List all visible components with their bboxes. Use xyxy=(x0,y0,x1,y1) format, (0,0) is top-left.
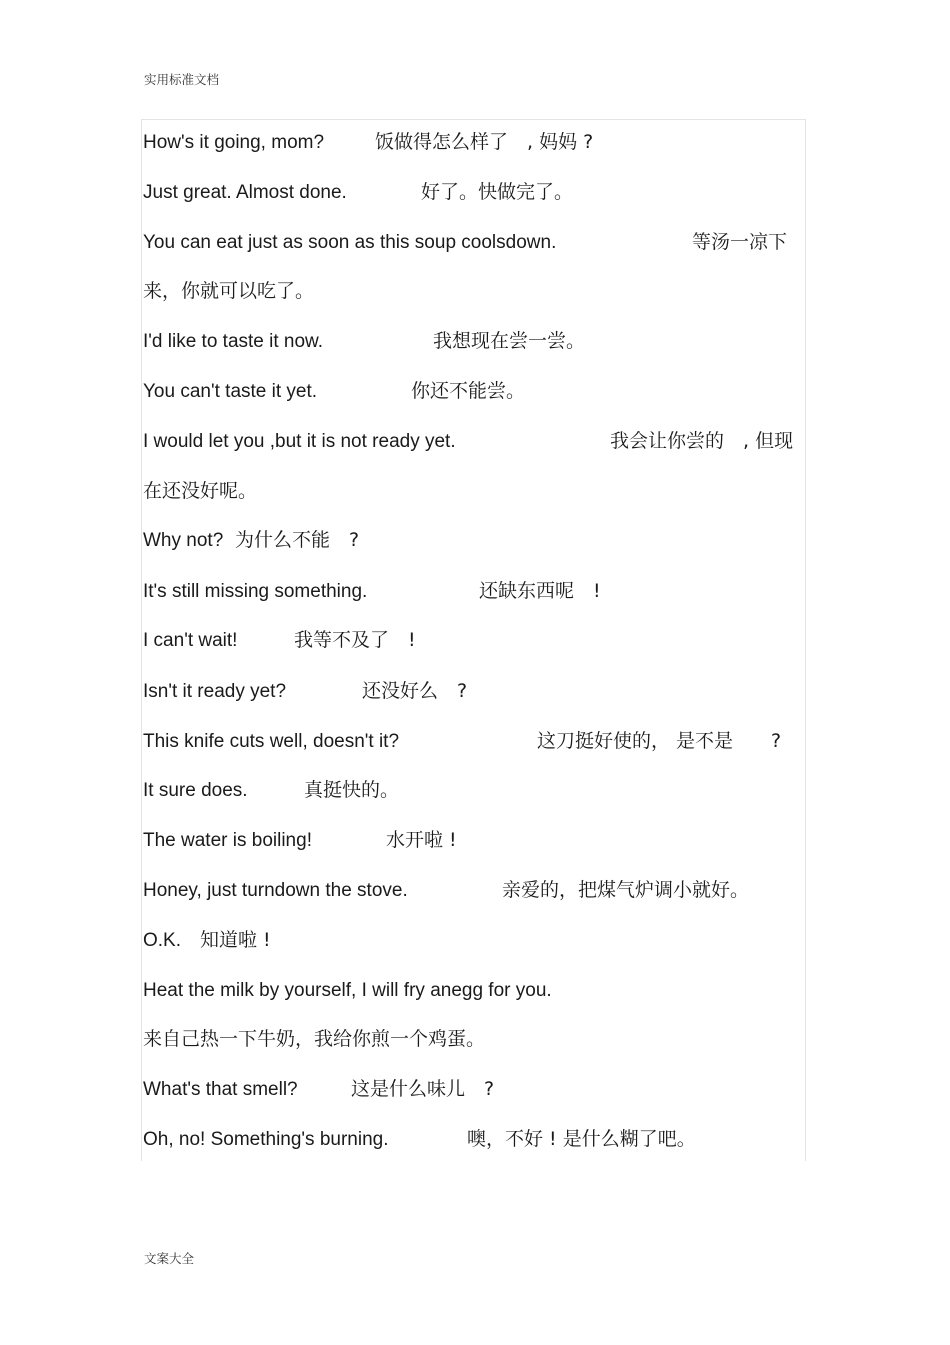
chinese-text: 还没好么 ? xyxy=(362,680,468,702)
chinese-text: 真挺快的。 xyxy=(304,779,400,801)
chinese-text: 我想现在尝一尝。 xyxy=(433,330,586,352)
page-footer-label: 文案大全 xyxy=(144,1251,195,1266)
dialogue-line xyxy=(143,528,360,553)
chinese-text: 我等不及了 ! xyxy=(294,629,416,651)
chinese-text: 知道啦 ! xyxy=(200,929,271,951)
dialogue-line xyxy=(143,878,750,903)
dialogue-line xyxy=(143,978,552,1003)
chinese-text: 这刀挺好使的， 是不是 ? xyxy=(537,730,782,752)
chinese-text: 来，你就可以吃了。 xyxy=(143,280,315,302)
chinese-text: 水开啦 ! xyxy=(386,829,457,851)
chinese-text: 为什么不能 ? xyxy=(235,529,360,551)
dialogue-line xyxy=(143,928,271,953)
english-text: I can't wait! xyxy=(143,630,238,651)
dialogue-line xyxy=(143,429,794,454)
chinese-text: 在还没好呢。 xyxy=(143,480,258,502)
english-text: O.K. xyxy=(143,930,182,951)
content-frame xyxy=(141,119,806,1161)
english-text: I'd like to taste it now. xyxy=(143,331,323,352)
english-text: I would let you ,but it is not ready yet. xyxy=(143,431,456,452)
dialogue-line xyxy=(143,579,601,604)
dialogue-line xyxy=(143,828,457,853)
dialogue-line xyxy=(143,729,782,754)
dialogue-line xyxy=(143,778,400,803)
english-text: Honey, just turndown the stove. xyxy=(143,880,408,901)
dialogue-line xyxy=(143,180,574,205)
chinese-text: 好了。快做完了。 xyxy=(421,181,574,203)
dialogue-line xyxy=(143,130,594,155)
chinese-text: 来自己热一下牛奶，我给你煎一个鸡蛋。 xyxy=(143,1028,486,1050)
page-header-label: 实用标准文档 xyxy=(144,72,220,87)
chinese-text: 噢，不好 ! 是什么糊了吧。 xyxy=(467,1128,696,1150)
chinese-text: 还缺东西呢 ! xyxy=(479,580,601,602)
chinese-text: 饭做得怎么样了 , 妈妈 ? xyxy=(375,131,594,153)
english-text: How's it going, mom? xyxy=(143,132,325,153)
english-text: Why not? xyxy=(143,530,224,551)
dialogue-line xyxy=(143,628,416,653)
english-text: What's that smell? xyxy=(143,1079,298,1100)
dialogue-line xyxy=(143,679,468,704)
english-text: Just great. Almost done. xyxy=(143,182,347,203)
chinese-text: 等汤一凉下 xyxy=(692,231,788,253)
english-text: You can't taste it yet. xyxy=(143,381,318,402)
english-text: Heat the milk by yourself, I will fry anegg for you. xyxy=(143,980,552,1001)
chinese-text: 你还不能尝。 xyxy=(411,380,526,402)
chinese-text: 我会让你尝的 , 但现 xyxy=(610,430,794,452)
dialogue-line xyxy=(143,329,586,354)
english-text: This knife cuts well, doesn't it? xyxy=(143,731,400,752)
english-text: Oh, no! Something's burning. xyxy=(143,1129,389,1150)
chinese-text: 亲爱的，把煤气炉调小就好。 xyxy=(502,879,750,901)
english-text: It sure does. xyxy=(143,780,248,801)
chinese-text: 这是什么味儿 ? xyxy=(351,1078,495,1100)
english-text: You can eat just as soon as this soup coolsdown. xyxy=(143,232,557,253)
dialogue-line xyxy=(143,230,788,255)
english-text: It's still missing something. xyxy=(143,581,368,602)
english-text: Isn't it ready yet? xyxy=(143,681,287,702)
dialogue-line xyxy=(143,1077,495,1102)
english-text: The water is boiling! xyxy=(143,830,312,851)
dialogue-line xyxy=(143,1127,696,1152)
dialogue-line xyxy=(143,379,526,404)
